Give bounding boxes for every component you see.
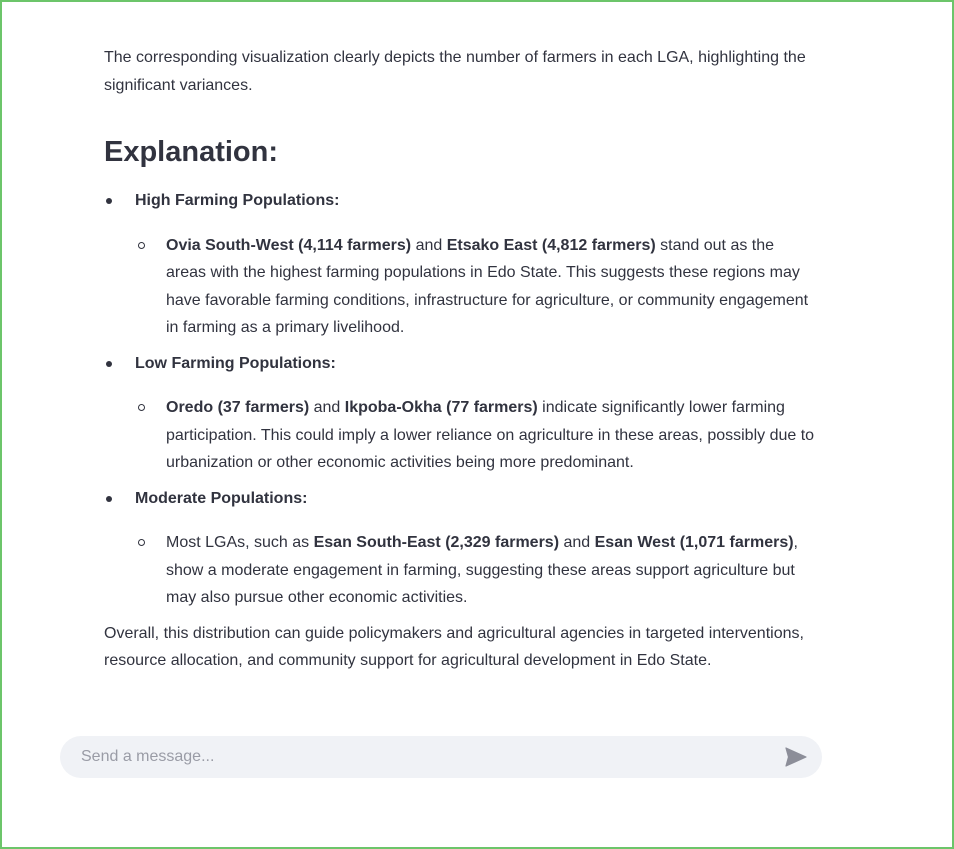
list-item-low-farming	[104, 350, 816, 477]
list-item-high-farming	[104, 187, 816, 342]
text-span: indicate significantly lower farming participation. This could imply a lower reliance on agriculture in these areas, possibly due to urbanization or other economic activities being more predominant.	[166, 399, 815, 471]
bullet-dot-icon	[106, 361, 112, 367]
sub-item-text	[166, 237, 808, 337]
section-label: High Farming Populations:	[135, 192, 340, 209]
text-span: and	[411, 236, 447, 254]
sub-list-item	[135, 529, 816, 612]
send-icon	[785, 747, 807, 767]
section-label: Moderate Populations:	[135, 489, 308, 507]
sub-list-item	[135, 232, 816, 342]
highlight-lga: Esan West (1,071 farmers)	[594, 534, 794, 551]
intro-paragraph: The corresponding visualization clearly depicts the number of farmers in each LGA, highlighting the significant variances.	[104, 49, 806, 94]
sub-list-item	[135, 394, 816, 477]
message-input[interactable]	[79, 747, 782, 767]
bullet-circle-icon	[138, 539, 145, 546]
section-label: Low Farming Populations:	[135, 354, 336, 372]
text-span: stand out as the areas with the highest farming populations in Edo State. This suggests these regions may have favorable farming conditions, infrastructure for agriculture, or community engagement in farming as a primary livelihood.	[166, 236, 809, 336]
highlight-lga: Etsako East (4,812 farmers)	[446, 236, 656, 254]
sub-item-text	[166, 399, 814, 471]
chat-message	[104, 44, 816, 675]
highlight-lga: Oredo (37 farmers)	[166, 399, 310, 416]
text-span: Most LGAs, such as	[166, 534, 314, 551]
bullet-circle-icon	[138, 242, 145, 249]
send-button[interactable]	[782, 743, 810, 771]
sub-item-text	[166, 534, 798, 606]
explanation-heading: Explanation:	[104, 136, 279, 168]
highlight-lga: Ikpoba-Okha (77 farmers)	[344, 399, 538, 416]
bullet-circle-icon	[138, 404, 145, 411]
bullet-dot-icon	[106, 198, 112, 204]
text-span: , show a moderate engagement in farming, suggesting these areas support agriculture but may also pursue other economic activities.	[166, 534, 798, 606]
highlight-lga: Esan South-East (2,329 farmers)	[313, 534, 560, 551]
list-item-moderate	[104, 485, 816, 612]
chat-input-bar	[60, 736, 822, 778]
highlight-lga: Ovia South-West (4,114 farmers)	[166, 236, 412, 254]
bullet-dot-icon	[106, 496, 112, 502]
text-span: and	[559, 534, 595, 551]
explanation-list	[104, 187, 816, 612]
text-span: and	[309, 399, 345, 416]
outro-paragraph: Overall, this distribution can guide policymakers and agricultural agencies in targeted interventions, resource allocation, and community support for agricultural development in Edo State.	[104, 624, 804, 669]
